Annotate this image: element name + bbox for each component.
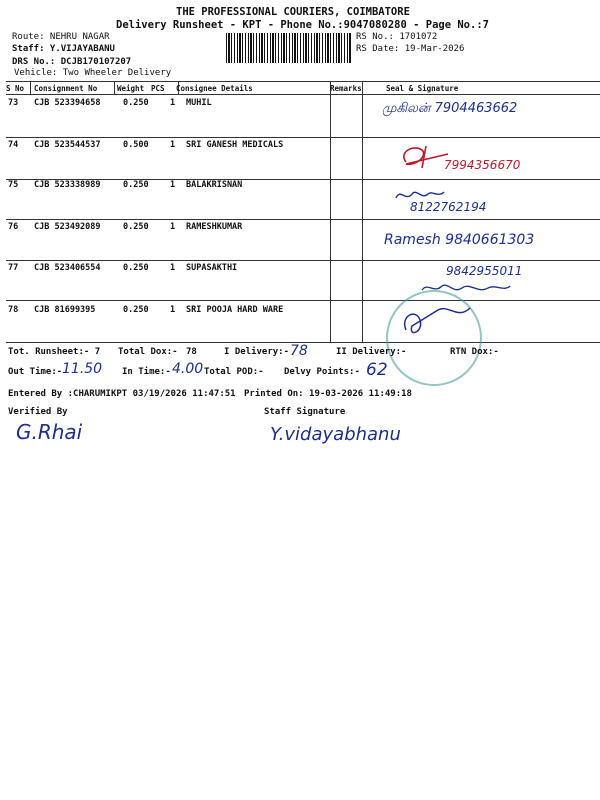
row-consignment: CJB 523394658 (34, 98, 101, 108)
row-pcs: 1 (170, 222, 176, 232)
runsheet-subtitle: Delivery Runsheet - KPT - Phone No.:9047080280 - Page No.:7 (116, 19, 489, 31)
row-weight: 0.250 (123, 222, 149, 232)
row-weight: 0.500 (123, 140, 149, 150)
handwritten-phone: 7994356670 (444, 158, 521, 172)
row-sno: 77 (8, 263, 19, 273)
i-delivery-label: I Delivery:- (224, 347, 290, 357)
col-header-sno: S No (6, 84, 25, 93)
rs-date: RS Date: 19-Mar-2026 (356, 44, 465, 54)
verified-by-label: Verified By (8, 407, 68, 417)
col-divider (330, 81, 331, 342)
row-consignment: CJB 81699395 (34, 305, 96, 315)
row-sno: 78 (8, 305, 19, 315)
i-delivery-handwritten: 78 (290, 343, 308, 359)
row-consignee: SRI GANESH MEDICALS (186, 140, 284, 150)
staff-signature: Y.vidayabhanu (270, 424, 401, 445)
out-time-handwritten: 11.50 (62, 361, 103, 377)
handwritten-phone: 9842955011 (446, 264, 523, 278)
col-header-consignee: Consignee Details (176, 84, 253, 93)
verified-by-signature: G.Rhai (16, 420, 83, 444)
row-divider (6, 300, 600, 301)
row-consignment: CJB 523406554 (34, 263, 101, 273)
row-weight: 0.250 (123, 180, 149, 190)
company-title: THE PROFESSIONAL COURIERS, COIMBATORE (176, 6, 410, 18)
row-weight: 0.250 (123, 305, 149, 315)
col-header-remarks: Remarks (330, 84, 362, 93)
row-consignee: MUHIL (186, 98, 212, 108)
handwritten-receiver: முகிலன் 7904463662 (382, 101, 518, 116)
handwritten-phone: 8122762194 (410, 200, 487, 214)
route-label: Route: NEHRU NAGAR (12, 32, 110, 42)
total-runsheet: Tot. Runsheet:- 7 (8, 347, 101, 357)
col-divider (114, 81, 115, 94)
row-sno: 73 (8, 98, 19, 108)
drs-label: DRS No.: DCJB170107207 (12, 57, 132, 67)
total-dox-label: Total Dox:- (118, 347, 178, 357)
table-header-border (6, 94, 600, 95)
row-consignee: SUPASAKTHI (186, 263, 238, 273)
barcode-image (226, 33, 352, 63)
rs-number: RS No.: 1701072 (356, 32, 438, 42)
staff-label: Staff: Y.VIJAYABANU (12, 44, 115, 54)
total-dox-value: 78 (186, 347, 197, 357)
col-header-pcs: PCS (151, 84, 165, 93)
row-consignment: CJB 523544537 (34, 140, 101, 150)
delvy-points-handwritten: 62 (366, 360, 388, 380)
row-sno: 75 (8, 180, 19, 190)
staff-signature-label: Staff Signature (264, 407, 346, 417)
col-header-consignment: Consignment No (34, 84, 98, 93)
stamp-signature-scribble (398, 300, 478, 346)
row-consignee: SRI POOJA HARD WARE (186, 305, 284, 315)
row-consignee: BALAKRISNAN (186, 180, 243, 190)
in-time-handwritten: 4.00 (172, 361, 204, 377)
col-header-weight: Weight (117, 84, 145, 93)
col-header-seal-signature: Seal & Signature (386, 84, 459, 93)
handwritten-receiver: Ramesh 9840661303 (384, 232, 535, 248)
row-pcs: 1 (170, 180, 176, 190)
rtn-dox-label: RTN Dox:- (450, 347, 499, 357)
row-consignment: CJB 523338989 (34, 180, 101, 190)
delvy-points-label: Delvy Points:- (284, 367, 360, 377)
row-weight: 0.250 (123, 263, 149, 273)
row-divider (6, 260, 600, 261)
row-divider (6, 219, 600, 220)
in-time-label: In Time:- (122, 367, 171, 377)
col-divider (30, 81, 31, 94)
row-sno: 74 (8, 140, 19, 150)
table-top-border (6, 81, 600, 82)
out-time-label: Out Time:- (8, 367, 63, 377)
col-divider (362, 81, 363, 342)
vehicle-label: Vehicle: Two Wheeler Delivery (14, 68, 172, 78)
total-pod-label: Total POD:- (204, 367, 264, 377)
row-pcs: 1 (170, 140, 176, 150)
ii-delivery-label: II Delivery:- (336, 347, 407, 357)
row-pcs: 1 (170, 98, 176, 108)
printed-on: Printed On: 19-03-2026 11:49:18 (244, 389, 412, 399)
row-divider (6, 137, 600, 138)
row-consignee: RAMESHKUMAR (186, 222, 243, 232)
row-pcs: 1 (170, 305, 176, 315)
row-pcs: 1 (170, 263, 176, 273)
row-consignment: CJB 523492089 (34, 222, 101, 232)
entered-by: Entered By :CHARUMIKPT 03/19/2026 11:47:51 (8, 389, 236, 399)
row-sno: 76 (8, 222, 19, 232)
row-weight: 0.250 (123, 98, 149, 108)
